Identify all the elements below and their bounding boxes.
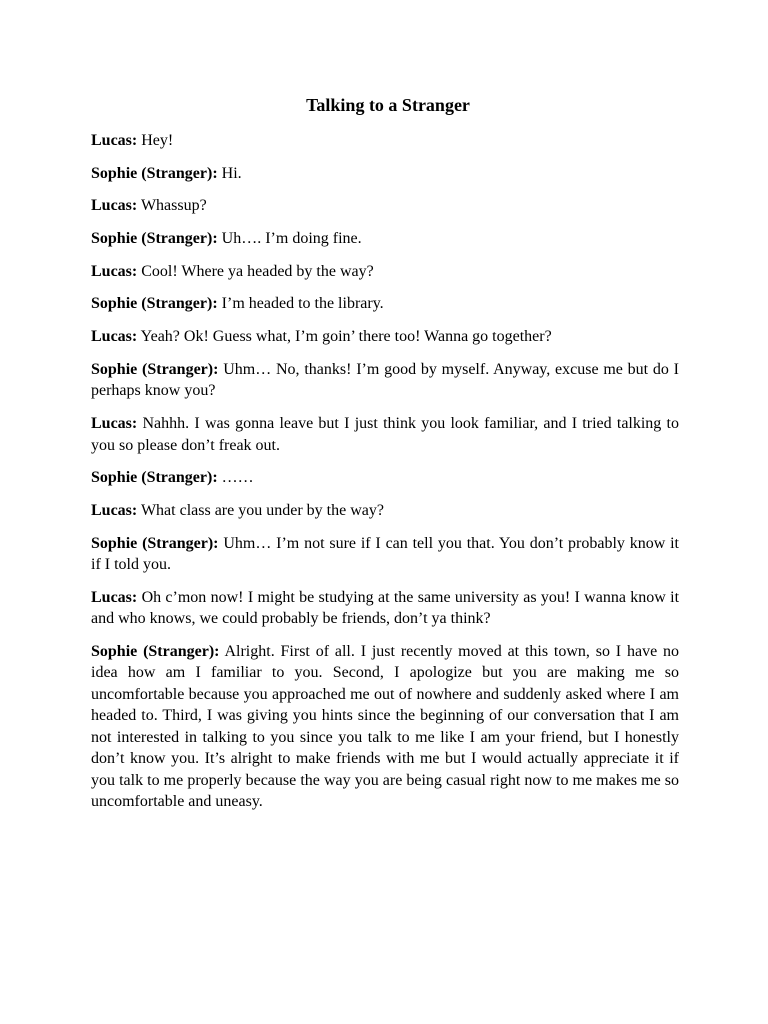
speaker-name: Lucas: — [91, 501, 138, 519]
speaker-name: Lucas: — [91, 588, 138, 606]
speaker-name: Sophie (Stranger): — [91, 164, 218, 182]
speaker-name: Lucas: — [91, 132, 138, 149]
document-title: Talking to a Stranger — [306, 95, 470, 115]
dialogue-text: Uh…. I’m doing fine. — [221, 230, 362, 248]
speaker-name: Sophie (Stranger): — [91, 230, 218, 248]
document-page — [91, 92, 679, 824]
dialogue-text: Nahhh. I was gonna leave but I just think you look familiar, and I tried talking to you so please don’t freak out. — [91, 415, 680, 454]
speaker-name: Lucas: — [91, 262, 138, 280]
dialogue-text: Uhm… No, thanks! I’m good by myself. Anyway, excuse me but do I perhaps know you? — [91, 360, 679, 400]
speaker-name: Lucas: — [91, 415, 138, 432]
dialogue-line — [91, 228, 679, 250]
dialogue-text: Hi. — [221, 164, 242, 182]
speaker-name: Lucas: — [91, 197, 138, 215]
dialogue-line — [91, 467, 679, 489]
dialogue-text: I’m headed to the library. — [221, 295, 384, 313]
speaker-name: Sophie (Stranger): — [91, 295, 218, 313]
dialogue-line — [91, 326, 679, 348]
speaker-name: Sophie (Stranger): — [91, 642, 220, 660]
dialogue-line — [91, 587, 679, 630]
dialogue-line — [91, 413, 679, 456]
dialogue-line — [91, 163, 679, 185]
dialogue-line — [91, 261, 679, 283]
speaker-name: Sophie (Stranger): — [91, 469, 218, 487]
speaker-name: Lucas: — [91, 328, 138, 346]
dialogue-text: …… — [221, 469, 254, 487]
dialogue-text: Oh c’mon now! I might be studying at the same university as you! I wanna know it and who knows, we could probably be friends, don’t ya think? — [91, 588, 680, 628]
dialogue-text: What class are you under by the way? — [140, 501, 384, 519]
speaker-name: Sophie (Stranger): — [91, 534, 219, 552]
dialogue-line — [91, 533, 679, 576]
dialogue-line — [91, 195, 679, 217]
dialogue-line — [91, 359, 679, 402]
dialogue-text: Yeah? Ok! Guess what, I’m goin’ there too! Wanna go together? — [140, 328, 552, 346]
dialogue-text: Hey! — [141, 132, 174, 149]
dialogue-line — [91, 130, 679, 152]
dialogue-text: Whassup? — [140, 197, 207, 215]
dialogue-line — [91, 500, 679, 522]
dialogue-text: Alright. First of all. I just recently moved at this town, so I have no idea how am I familiar to you. Second, I apologize but you are making me so uncomfortable because you approached me out of nowhere and suddenly asked where I am headed to. Third, I was giving you hints since the beginning of our conversation that I am not interested in talking to you since you talk to me like I am your friend, but I honestly don’t know you. It’s alright to make friends with me but I would actually appreciate it if you talk to me properly because the way you are being casual right now to me makes me so uncomfortable and uneasy. — [91, 642, 680, 811]
dialogue-line — [91, 641, 679, 813]
speaker-name: Sophie (Stranger): — [91, 360, 219, 378]
dialogue-line — [91, 293, 679, 315]
dialogue-text: Uhm… I’m not sure if I can tell you that. You don’t probably know it if I told you. — [91, 534, 679, 574]
dialogue-text: Cool! Where ya headed by the way? — [141, 262, 374, 280]
